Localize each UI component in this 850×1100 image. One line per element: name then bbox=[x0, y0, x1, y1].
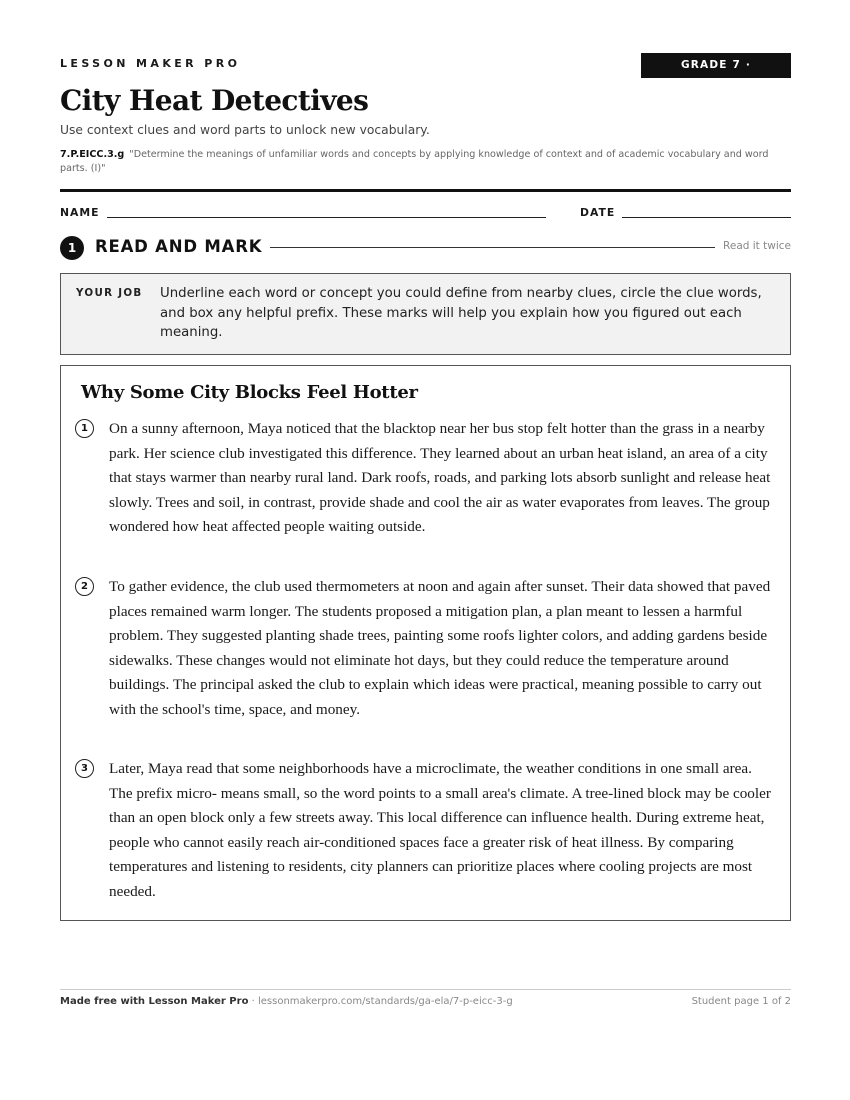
job-text: Underline each word or concept you could define from nearby clues, circle the clue words, and box any helpful prefix. These marks will help you explain how you figured out each meaning. bbox=[160, 286, 762, 340]
reading-passage bbox=[60, 365, 791, 921]
date-label: DATE bbox=[580, 206, 616, 219]
brand-name: LESSON MAKER PRO bbox=[60, 57, 241, 70]
section-title: READ AND MARK bbox=[95, 237, 263, 256]
paragraph-number: 3 bbox=[75, 759, 94, 778]
section-rule bbox=[270, 247, 715, 248]
page-subtitle: Use context clues and word parts to unlock new vocabulary. bbox=[60, 123, 430, 137]
footer-credit bbox=[60, 996, 513, 1007]
footer-url[interactable]: · lessonmakerpro.com/standards/ga-ela/7-p-eicc-3-g bbox=[248, 996, 513, 1007]
footer-made-with: Made free with Lesson Maker Pro bbox=[60, 996, 249, 1007]
grade-badge: GRADE 7 · 7.P.EICC.3.g bbox=[641, 53, 791, 78]
header-divider bbox=[60, 189, 791, 192]
footer-divider bbox=[60, 989, 791, 990]
section-header bbox=[60, 235, 791, 259]
step-number-badge: 1 bbox=[60, 236, 84, 260]
standard-text: "Determine the meanings of unfamiliar words and concepts by applying knowledge of context and of academic vocabulary and word parts. (I)" bbox=[60, 149, 769, 174]
footer-page-number: Student page 1 of 2 bbox=[691, 996, 791, 1007]
paragraph-text: To gather evidence, the club used thermometers at noon and again after sunset. Their data showed that paved places remained warm longer. The students proposed a mitigation plan, a plan meant to lessen a harmful problem. They suggested planting shade trees, painting some roofs lighter colors, and adding gardens beside sidewalks. These changes would not eliminate hot days, but they could reduce the temperature around buildings. The principal asked the club to explain which ideas were practical, meaning possible to carry out with the school's time, space, and money. bbox=[109, 578, 771, 718]
page-title: City Heat Detectives bbox=[60, 84, 369, 117]
paragraph-text: On a sunny afternoon, Maya noticed that the blacktop near her bus stop felt hotter than the grass in a nearby park. Her science club investigated this difference. They learned about an urban heat island, an area of a city that stays warmer than nearby rural land. Dark roofs, roads, and parking lots absorb sunlight and release heat slowly. Trees and soil, in contrast, provide shade and cool the air as water evaporates from leaves. The group wondered how heat affected people waiting outside. bbox=[109, 420, 771, 535]
paragraph-number: 2 bbox=[75, 577, 94, 596]
paragraph-text: Later, Maya read that some neighborhoods have a microclimate, the weather conditions in one small area. The prefix micro- means small, so the word points to a small area's climate. A tree-lined block may be cooler than an open block only a few streets away. This local difference can influence health. During extreme heat, people who cannot easily reach air-conditioned spaces face a greater risk of heat illness. By comparing temperatures and listening to residents, city planners can prioritize places where cooling projects are most needed. bbox=[109, 760, 771, 900]
name-label: NAME bbox=[60, 206, 100, 219]
paragraph-number: 1 bbox=[75, 419, 94, 438]
name-date-row bbox=[60, 206, 791, 220]
standard-description bbox=[60, 148, 791, 176]
job-instructions-box bbox=[60, 273, 791, 355]
section-note: Read it twice bbox=[723, 240, 791, 252]
standard-code: 7.P.EICC.3.g bbox=[60, 149, 125, 160]
job-label: YOUR JOB bbox=[76, 287, 143, 299]
passage-title: Why Some City Blocks Feel Hotter bbox=[81, 382, 418, 403]
name-field[interactable] bbox=[107, 217, 546, 218]
date-field[interactable] bbox=[622, 217, 791, 218]
